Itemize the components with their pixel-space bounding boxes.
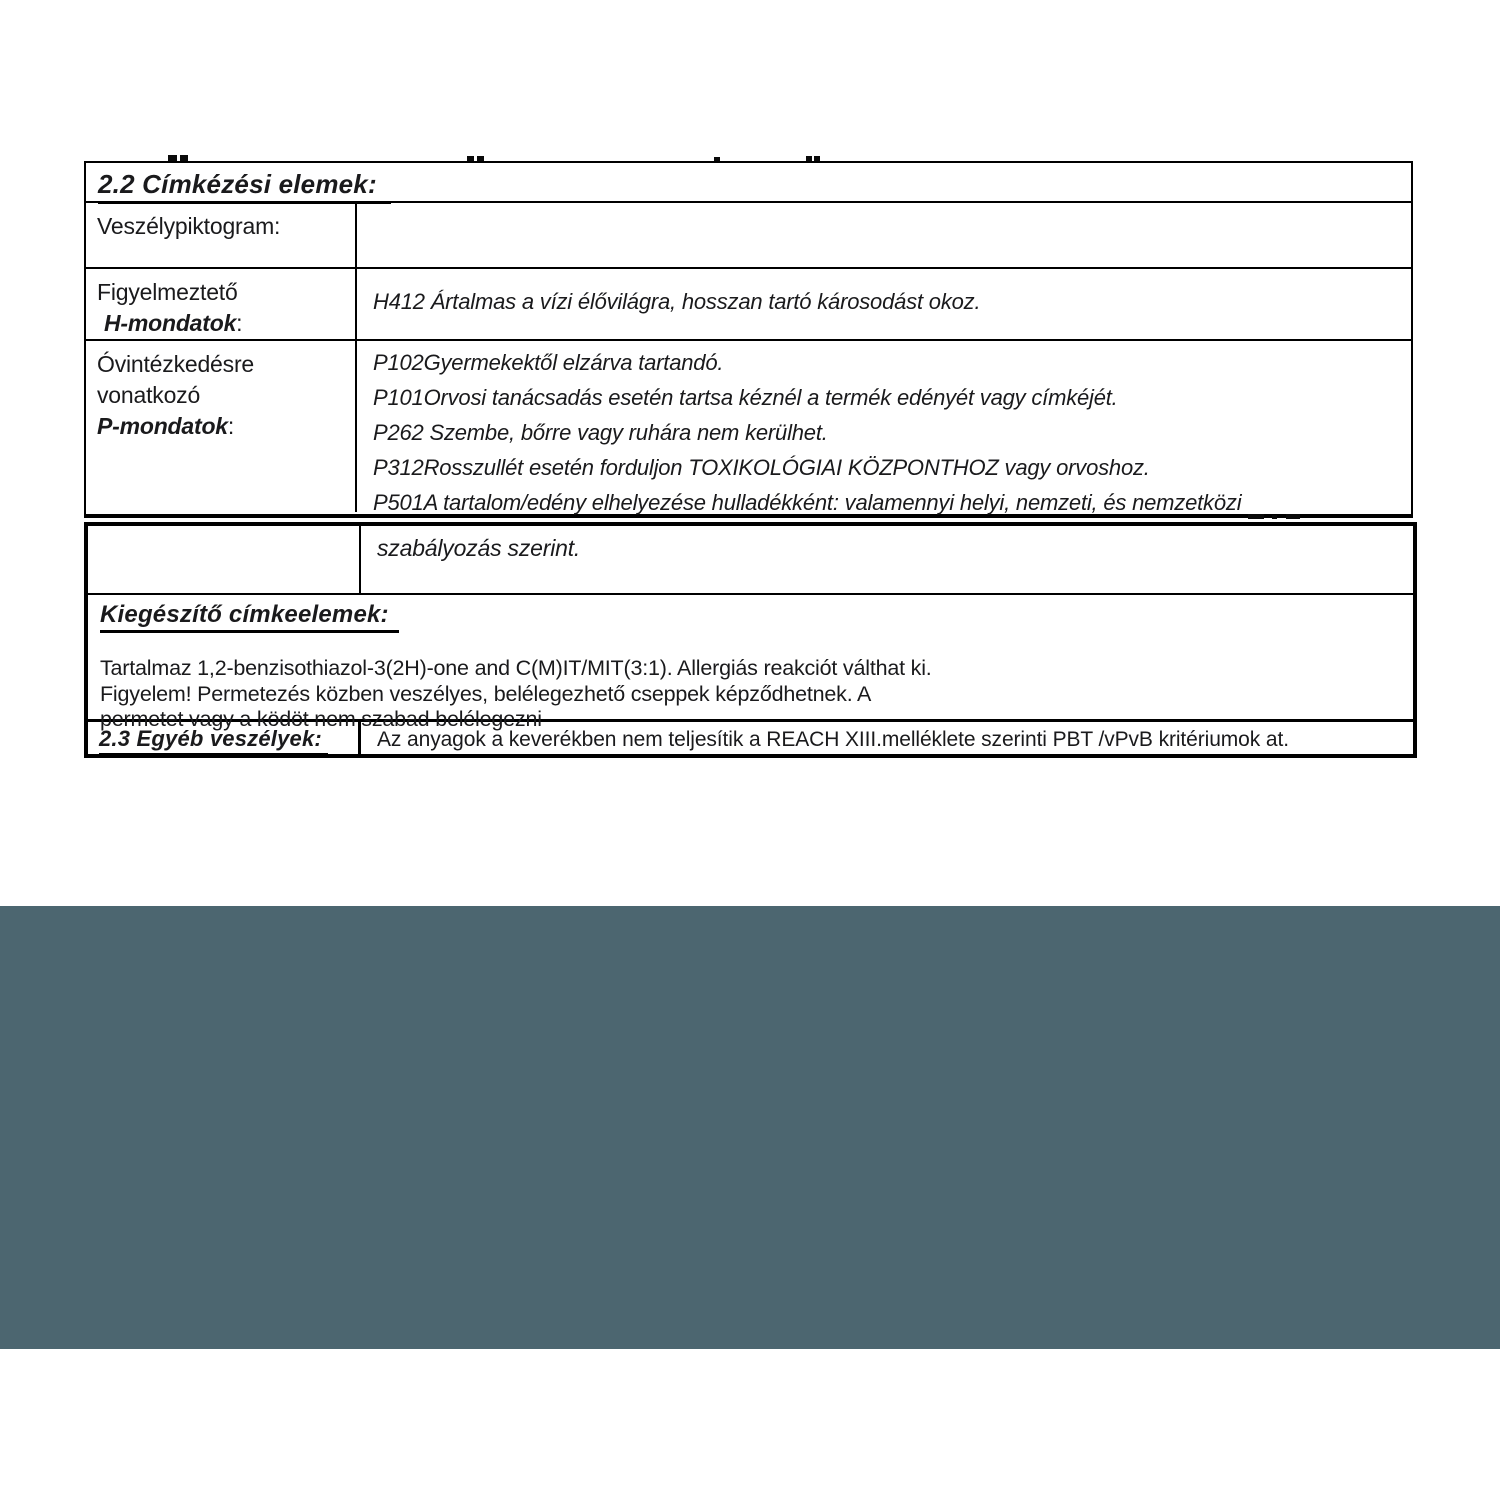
h-statements-label-cell <box>86 269 357 339</box>
scan-artifact-mark <box>1248 514 1264 519</box>
section-2-3-label-cell <box>88 722 361 754</box>
section-2-3-row <box>88 719 1413 754</box>
h-label-line2: H-mondatok: <box>104 310 243 336</box>
p-statement: P101Orvosi tanácsadás esetén tartsa kéznél a termék edényét vagy címkéjét. <box>373 385 1118 410</box>
p501-continuation-row <box>88 526 1413 595</box>
p-label-line1: Óvintézkedésre <box>97 351 254 377</box>
viewer-background-band <box>0 906 1500 1349</box>
scan-artifact-mark <box>1272 515 1277 519</box>
p-label-line3: P-mondatok: <box>97 413 235 439</box>
p-statements-value-cell <box>357 341 1411 515</box>
supplementary-title: Kiegészítő címkeelemek: <box>100 601 399 633</box>
p-statements-label-cell <box>86 341 357 512</box>
section-2-3-value-cell <box>361 722 1413 754</box>
section-2-2-title: 2.2 Címkézési elemek: <box>98 169 391 204</box>
continuation-value-cell <box>361 526 1413 593</box>
h-statements-row <box>86 269 1411 341</box>
pictogram-label: Veszélypiktogram: <box>97 213 281 239</box>
h-statements-value-cell <box>357 269 1411 339</box>
p-statement: P262 Szembe, bőrre vagy ruhára nem kerülhet. <box>373 420 828 445</box>
scan-artifact-mark <box>1286 514 1300 519</box>
supplementary-label-section <box>88 595 1413 731</box>
p-label-line2: vonatkozó <box>97 382 201 408</box>
section-2-3-title: 2.3 Egyéb veszélyek: <box>99 726 328 755</box>
pictogram-row <box>86 203 1411 269</box>
supplementary-line: Figyelem! Permetezés közben veszélyes, belélegezhető cseppek képződhetnek. A <box>100 681 872 706</box>
section-2-2-table <box>84 161 1413 518</box>
section-2-2-header-row <box>86 163 1411 203</box>
p-statement: P312Rosszullét esetén forduljon TOXIKOLÓGIAI KÖZPONTHOZ vagy orvoshoz. <box>373 455 1150 480</box>
pictogram-label-cell <box>86 203 357 267</box>
p-statement: P501A tartalom/edény elhelyezése hulladékként: valamennyi helyi, nemzeti, és nemzetközi <box>373 490 1242 515</box>
p-statements-row <box>86 341 1411 515</box>
h412-statement: H412 Ártalmas a vízi élővilágra, hosszan tartó károsodást okoz. <box>373 289 981 314</box>
p-statement: P102Gyermekektől elzárva tartandó. <box>373 350 724 375</box>
continuation-table <box>84 522 1417 758</box>
h-label-line1: Figyelmeztető <box>97 279 238 305</box>
p501-continuation-text: szabályozás szerint. <box>377 535 581 561</box>
section-2-3-text: Az anyagok a keverékben nem teljesítik a REACH XIII.melléklete szerinti PBT /vPvB kritériumok at. <box>377 728 1289 751</box>
continuation-empty-cell <box>88 526 361 593</box>
supplementary-line: permetet vagy a ködöt nem szabad belélegezni <box>100 707 542 731</box>
pictogram-value-cell <box>357 203 1411 267</box>
supplementary-line: Tartalmaz 1,2-benzisothiazol-3(2H)-one and C(M)IT/MIT(3:1). Allergiás reakciót válthat ki. <box>100 656 932 680</box>
